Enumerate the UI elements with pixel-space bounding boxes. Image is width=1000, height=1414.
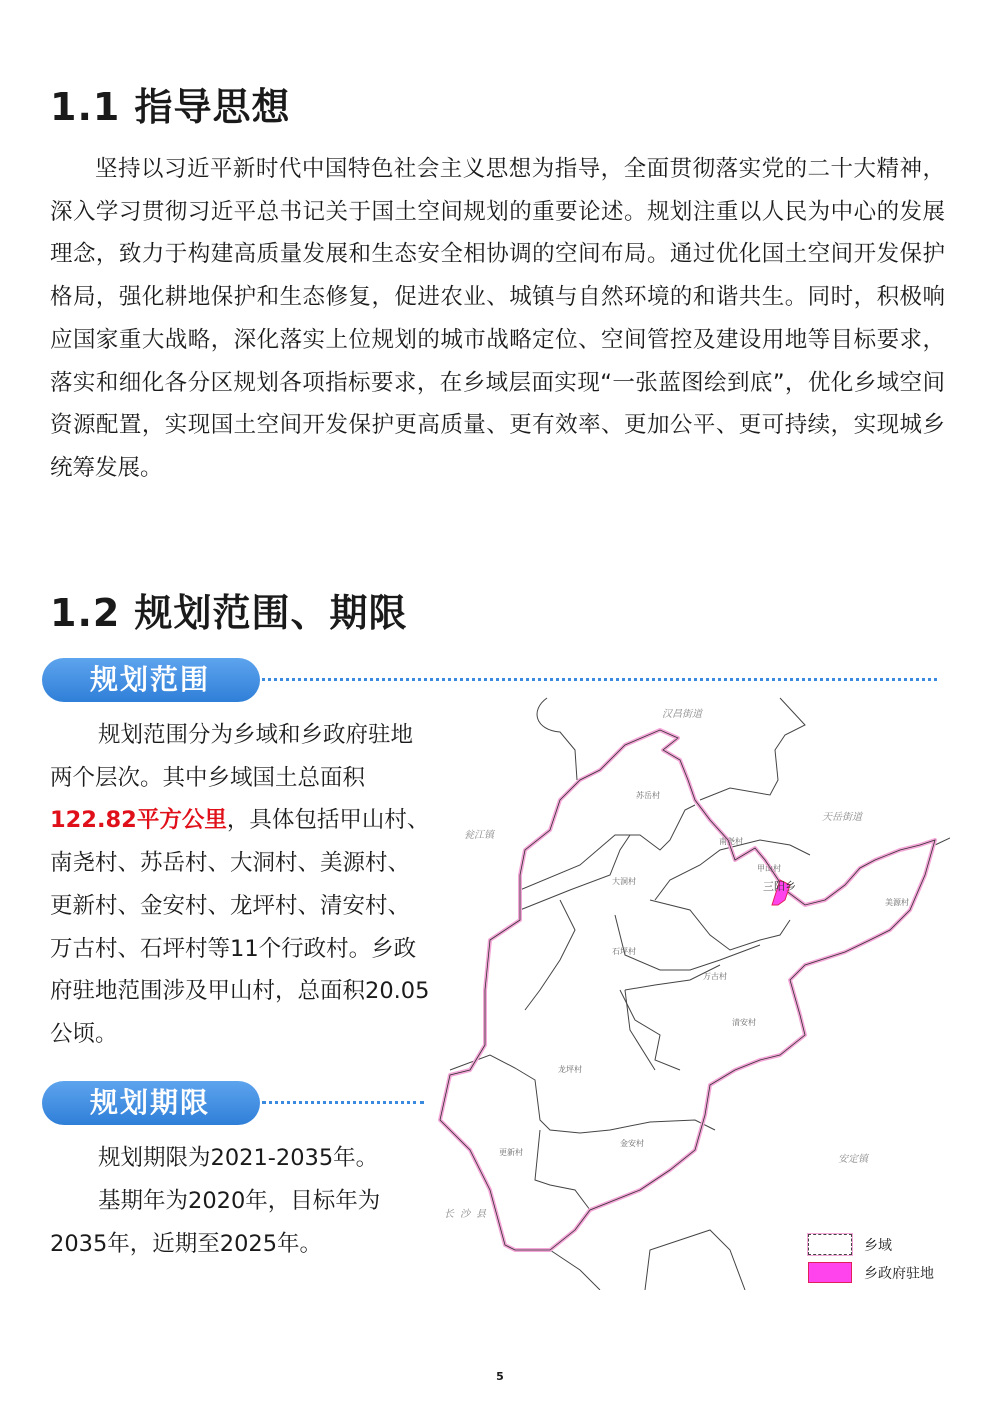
village-label: 更新村 <box>499 1148 523 1157</box>
legend-township-label: 乡域 <box>864 1238 892 1254</box>
scope-paragraph <box>50 714 430 1056</box>
page-number: 5 <box>496 1370 504 1383</box>
seat-label: 三阳乡 <box>763 880 796 893</box>
planning-scope-map <box>430 690 950 1290</box>
village-label: 甲山村 <box>757 864 781 873</box>
guiding-ideology-paragraph: 坚持以习近平新时代中国特色社会主义思想为指导，全面贯彻落实党的二十大精神，深入学习贯彻习近平总书记关于国土空间规划的重要论述。规划注重以人民为中心的发展理念，致力于构建高质量发展和生态安全相协调的空间布局。通过优化国土空间开发保护格局，强化耕地保护和生态修复，促进农业、城镇与自然环境的和谐共生。同时，积极响应国家重大战略，深化落实上位规划的城市战略定位、空间管控及建设用地等目标要求，落实和细化各分区规划各项指标要求，在乡域层面实现“一张蓝图绘到底”，优化乡域空间资源配置，实现国土空间开发保护更高质量、更有效率、更加公平、更可持续，实现城乡统筹发展。 <box>50 156 945 481</box>
scope-text: 规划范围分为乡域和乡政府驻地两个层次。其中乡域国土总面积 <box>50 722 414 791</box>
region-label: 汉昌街道 <box>662 709 702 720</box>
legend-seat-label: 乡政府驻地 <box>864 1266 934 1282</box>
map-boundaries <box>430 690 950 1290</box>
dotted-divider <box>262 1101 424 1104</box>
area-highlight: 122.82平方公里 <box>50 807 227 834</box>
scope-pill-heading: 规划范围 <box>42 658 260 702</box>
village-label: 大洞村 <box>612 877 636 886</box>
dotted-divider <box>262 678 937 681</box>
village-label: 金安村 <box>620 1139 644 1148</box>
legend-seat-swatch <box>808 1262 852 1283</box>
village-label: 美源村 <box>885 898 909 907</box>
period-line-2: 基期年为2020年，目标年为2035年，近期至2025年。 <box>50 1188 381 1257</box>
village-label: 龙坪村 <box>558 1065 582 1074</box>
village-label: 万古村 <box>703 972 727 981</box>
village-label: 清安村 <box>732 1018 756 1027</box>
region-label: 长沙县 <box>444 1209 492 1220</box>
region-label: 瓮江镇 <box>464 830 494 841</box>
scope-text-rest: ，具体包括甲山村、南尧村、苏岳村、大洞村、美源村、更新村、金安村、龙坪村、清安村、万古村、石坪村等11个行政村。乡政府驻地范围涉及甲山村，总面积20.05公顷。 <box>50 807 430 1047</box>
region-label: 天岳街道 <box>822 812 862 823</box>
period-line-1: 规划期限为2021-2035年。 <box>98 1145 379 1171</box>
village-label: 苏岳村 <box>636 791 660 800</box>
region-label: 安定镇 <box>838 1154 868 1165</box>
village-label: 石坪村 <box>612 947 636 956</box>
period-pill-heading: 规划期限 <box>42 1081 260 1125</box>
legend-township-swatch <box>808 1234 852 1255</box>
section-heading-1-2: 1.2 规划范围、期限 <box>50 591 408 635</box>
section-heading-1-1: 1.1 指导思想 <box>50 85 291 129</box>
village-label: 南尧村 <box>719 837 743 846</box>
